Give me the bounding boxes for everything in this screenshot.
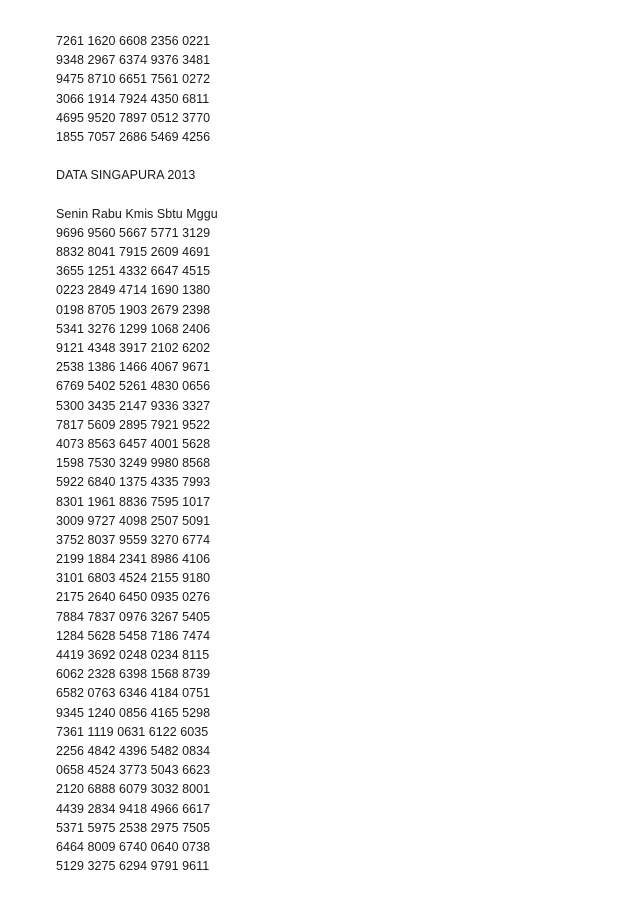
data-rows: [56, 224, 616, 876]
table-row: 7361 1119 0631 6122 6035: [56, 724, 209, 739]
table-row: 0198 8705 1903 2679 2398: [56, 302, 211, 317]
table-row: 8832 8041 7915 2609 4691: [56, 245, 211, 260]
table-row: 1598 7530 3249 9980 8568: [56, 456, 211, 471]
table-row: 2175 2640 6450 0935 0276: [56, 590, 211, 605]
table-row: 5300 3435 2147 9336 3327: [56, 398, 211, 413]
table-row: 9121 4348 3917 2102 6202: [56, 341, 211, 355]
list-item: 4695 9520 7897 0512 3770: [56, 110, 211, 125]
table-row: 0223 2849 4714 1690 1380: [56, 283, 211, 298]
list-item: 1855 7057 2686 5469 4256: [56, 129, 211, 144]
table-row: 6062 2328 6398 1568 8739: [56, 667, 211, 682]
table-row: 2199 1884 2341 8986 4106: [56, 552, 211, 567]
table-row: 5341 3276 1299 1068 2406: [56, 321, 211, 336]
table-row: 2256 4842 4396 5482 0834: [56, 743, 211, 758]
table-row: 2538 1386 1466 4067 9671: [56, 360, 211, 375]
table-row: 6769 5402 5261 4830 0656: [56, 379, 211, 394]
table-row: 5922 6840 1375 4335 7993: [56, 475, 211, 490]
table-row: 6582 0763 6346 4184 0751: [56, 686, 211, 701]
list-item: 7261 1620 6608 2356 0221: [56, 34, 211, 48]
table-row: 5129 3275 6294 9791 9611: [56, 859, 210, 874]
table-row: 1284 5628 5458 7186 7474: [56, 628, 211, 643]
spacer: [56, 147, 616, 166]
section-title: DATA SINGAPURA 2013: [56, 168, 196, 183]
list-item: 9348 2967 6374 9376 3481: [56, 53, 211, 68]
table-row: 4439 2834 9418 4966 6617: [56, 801, 211, 816]
spacer: [56, 186, 616, 205]
top-rows: [56, 32, 616, 147]
table-row: 9696 9560 5667 5771 3129: [56, 225, 211, 240]
list-item: 9475 8710 6651 7561 0272: [56, 72, 211, 87]
list-item: 3066 1914 7924 4350 6811: [56, 91, 210, 106]
table-row: 2120 6888 6079 3032 8001: [56, 782, 211, 797]
table-row: 3752 8037 9559 3270 6774: [56, 532, 211, 547]
table-row: 6464 8009 6740 0640 0738: [56, 839, 211, 854]
table-row: 3101 6803 4524 2155 9180: [56, 571, 211, 586]
table-row: 3009 9727 4098 2507 5091: [56, 513, 211, 528]
table-row: 4419 3692 0248 0234 8115: [56, 648, 210, 662]
table-row: 7817 5609 2895 7921 9522: [56, 417, 211, 432]
column-header: Senin Rabu Kmis Sbtu Mggu: [56, 206, 218, 221]
table-row: 4073 8563 6457 4001 5628: [56, 436, 211, 451]
table-row: 5371 5975 2538 2975 7505: [56, 820, 211, 835]
table-row: 9345 1240 0856 4165 5298: [56, 705, 211, 720]
table-row: 8301 1961 8836 7595 1017: [56, 494, 211, 509]
table-row: 7884 7837 0976 3267 5405: [56, 609, 211, 624]
document-page: [56, 32, 616, 876]
table-row: 0658 4524 3773 5043 6623: [56, 763, 211, 778]
table-row: 3655 1251 4332 6647 4515: [56, 264, 211, 279]
